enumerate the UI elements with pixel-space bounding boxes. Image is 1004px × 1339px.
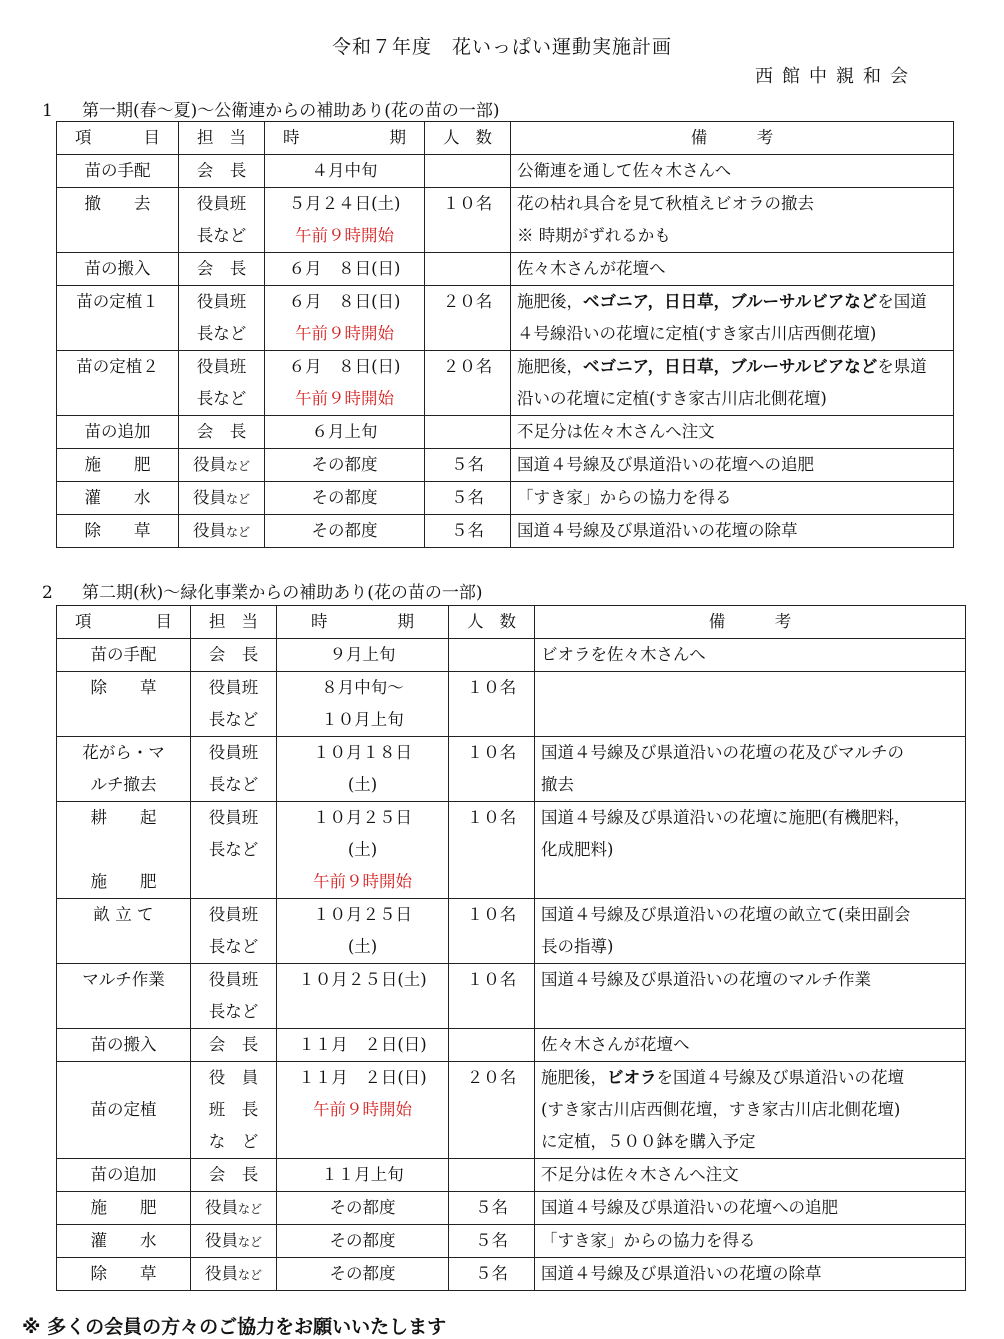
cell-count: ５名 xyxy=(425,449,511,482)
header-item: 項 目 xyxy=(57,606,191,639)
cell-notes xyxy=(535,1192,966,1225)
item-text: ルチ撤去 xyxy=(90,775,157,794)
notes-post: を国道 xyxy=(877,292,927,311)
item-text: 苗の定植 xyxy=(90,1100,157,1119)
person-text: 長など xyxy=(196,226,247,245)
cell-notes xyxy=(535,1159,966,1192)
person-text: 会 長 xyxy=(208,645,259,664)
notes-text: ビオラを佐々木さんへ xyxy=(541,645,706,664)
notes-text: 不足分は佐々木さんへ注文 xyxy=(541,1165,739,1184)
cell-notes xyxy=(511,253,954,286)
header-person: 担 当 xyxy=(191,606,277,639)
section1-number: 1 xyxy=(42,101,53,121)
notes-text: ※ 時期がずれるかも xyxy=(517,226,671,245)
notes-text: 化成肥料) xyxy=(541,840,614,859)
item-text: 撤 去 xyxy=(84,194,151,213)
cell-count xyxy=(425,155,511,188)
cell-count: １０名 xyxy=(449,964,535,1029)
period-text: その都度 xyxy=(311,521,378,540)
person-main: 役員 xyxy=(192,488,226,507)
cell-period xyxy=(277,1029,449,1062)
cell-notes xyxy=(511,515,954,548)
cell-item xyxy=(57,1159,191,1192)
cell-notes xyxy=(511,416,954,449)
person-text: 長など xyxy=(208,775,259,794)
cell-item xyxy=(57,802,191,899)
notes-text: ４号線沿いの花壇に定植(すき家古川店西側花壇) xyxy=(517,324,877,343)
notes-text xyxy=(517,286,947,318)
person-text: 会 長 xyxy=(196,259,247,278)
cell-count: ５名 xyxy=(449,1192,535,1225)
cell-item xyxy=(57,737,191,802)
cell-period xyxy=(277,1192,449,1225)
period-text: ６月 ８日(日) xyxy=(288,259,401,278)
cell-person xyxy=(191,964,277,1029)
cell-person xyxy=(191,1062,277,1159)
organization-name: 西館中親和会 xyxy=(755,66,917,87)
period-text: １０月２５日(土) xyxy=(298,970,427,989)
notes-text: 国道４号線及び県道沿いの花壇のマルチ作業 xyxy=(541,970,871,989)
cell-notes xyxy=(511,351,954,416)
person-text: 長など xyxy=(208,710,259,729)
cell-period xyxy=(265,416,425,449)
period-text: ６月上旬 xyxy=(311,422,378,441)
person-text xyxy=(185,449,258,481)
cell-notes xyxy=(511,188,954,253)
period-text: その都度 xyxy=(329,1231,396,1250)
cell-person xyxy=(191,1192,277,1225)
cell-count: １０名 xyxy=(449,899,535,964)
cell-period xyxy=(277,802,449,899)
period-text: １１月 ２日(日) xyxy=(298,1035,427,1054)
cell-person xyxy=(179,482,265,515)
notes-text: 「すき家」からの協力を得る xyxy=(517,488,732,507)
person-text: 班 長 xyxy=(208,1100,259,1119)
notes-post: を国道４号線及び県道沿いの花壇 xyxy=(656,1068,904,1087)
cell-period xyxy=(277,1225,449,1258)
person-main: 役員 xyxy=(192,521,226,540)
table-row xyxy=(57,737,966,802)
period-text: １０月２５日 xyxy=(313,808,412,827)
cell-item xyxy=(57,1192,191,1225)
section1-title: 第一期(春～夏)～公衛連からの補助あり(花の苗の一部) xyxy=(82,101,500,121)
period-text: １０月２５日 xyxy=(313,905,412,924)
notes-text: 国道４号線及び県道沿いの花壇の花及びマルチの xyxy=(541,743,904,762)
table-row xyxy=(57,482,954,515)
cell-notes xyxy=(511,449,954,482)
person-text: 役員班 xyxy=(208,743,259,762)
notes-text xyxy=(541,1062,959,1094)
person-main: 役員 xyxy=(192,455,226,474)
header-count: 人 数 xyxy=(449,606,535,639)
period-text: １０月１８日 xyxy=(313,743,412,762)
period-text: その都度 xyxy=(329,1198,396,1217)
person-text: 長など xyxy=(196,389,247,408)
cell-item xyxy=(57,1258,191,1291)
item-text: 灌 水 xyxy=(90,1231,157,1250)
table-row xyxy=(57,899,966,964)
notes-text: 国道４号線及び県道沿いの花壇への追肥 xyxy=(541,1198,838,1217)
notes-text: (すき家古川店西側花壇，すき家古川店北側花壇) xyxy=(541,1100,901,1119)
period-text: (土) xyxy=(347,840,378,859)
notes-text: 国道４号線及び県道沿いの花壇の除草 xyxy=(517,521,798,540)
item-text: 施 肥 xyxy=(90,1198,157,1217)
notes-text: 不足分は佐々木さんへ注文 xyxy=(517,422,715,441)
section2-table xyxy=(56,605,966,1291)
item-text: 苗の定植２ xyxy=(76,357,159,376)
person-text: 役員班 xyxy=(208,905,259,924)
cell-count: １０名 xyxy=(425,188,511,253)
person-text: 長など xyxy=(196,324,247,343)
cell-notes xyxy=(535,899,966,964)
item-text: 苗の搬入 xyxy=(90,1035,157,1054)
item-text: 苗の定植１ xyxy=(76,292,159,311)
cell-person xyxy=(191,672,277,737)
table-row xyxy=(57,1192,966,1225)
cell-notes xyxy=(511,155,954,188)
cell-item xyxy=(57,672,191,737)
person-text xyxy=(185,515,258,547)
table-row xyxy=(57,802,966,899)
period-text: その都度 xyxy=(311,488,378,507)
person-main: 役員 xyxy=(204,1264,238,1283)
cell-period xyxy=(277,899,449,964)
notes-text: 「すき家」からの協力を得る xyxy=(541,1231,756,1250)
cell-period xyxy=(265,188,425,253)
table-row xyxy=(57,515,954,548)
cell-notes xyxy=(535,802,966,899)
period-text: １０月上旬 xyxy=(321,710,404,729)
cell-period xyxy=(277,672,449,737)
start-time-note: 午前９時開始 xyxy=(295,226,394,245)
person-small: など xyxy=(225,459,250,473)
cell-count: ２０名 xyxy=(449,1062,535,1159)
cell-person xyxy=(179,188,265,253)
cell-person xyxy=(191,802,277,899)
period-text: (土) xyxy=(347,775,378,794)
cell-item xyxy=(57,1225,191,1258)
person-text xyxy=(197,1225,270,1257)
table-row xyxy=(57,672,966,737)
person-text: 会 長 xyxy=(196,161,247,180)
cell-period xyxy=(277,1258,449,1291)
cell-notes xyxy=(511,482,954,515)
cell-person xyxy=(191,1029,277,1062)
cell-person xyxy=(179,351,265,416)
notes-text: 佐々木さんが花壇へ xyxy=(517,259,666,278)
notes-bold: ベゴニア，日日草，ブルーサルビアなど xyxy=(583,292,878,311)
cell-person xyxy=(191,639,277,672)
period-text: １１月 ２日(日) xyxy=(298,1068,427,1087)
notes-text: 公衛連を通して佐々木さんへ xyxy=(517,161,732,180)
cell-period xyxy=(265,515,425,548)
person-text xyxy=(197,1192,270,1224)
period-text: ６月 ８日(日) xyxy=(288,357,401,376)
section2-number: 2 xyxy=(42,583,53,603)
cell-person xyxy=(179,286,265,351)
section1-heading xyxy=(42,96,500,121)
table-header-row xyxy=(57,122,954,155)
person-small: など xyxy=(225,492,250,506)
cell-item xyxy=(57,1062,191,1159)
cell-period xyxy=(277,1062,449,1159)
person-text: 役員班 xyxy=(208,808,259,827)
period-text: ４月中旬 xyxy=(311,161,378,180)
period-text: その都度 xyxy=(329,1264,396,1283)
header-period: 時 期 xyxy=(277,606,449,639)
table-row xyxy=(57,1258,966,1291)
table-row xyxy=(57,1029,966,1062)
person-text: 役員班 xyxy=(196,194,247,213)
cell-person xyxy=(191,1225,277,1258)
header-person: 担 当 xyxy=(179,122,265,155)
cell-person xyxy=(191,1159,277,1192)
notes-text: 国道４号線及び県道沿いの花壇への追肥 xyxy=(517,455,814,474)
item-text: 苗の手配 xyxy=(90,645,157,664)
cell-notes xyxy=(535,1029,966,1062)
header-notes: 備 考 xyxy=(535,606,966,639)
table-row xyxy=(57,253,954,286)
document-title: 令和７年度 花いっぱい運動実施計画 xyxy=(331,36,672,58)
notes-bold: ベゴニア，日日草，ブルーサルビアなど xyxy=(583,357,878,376)
cell-notes xyxy=(535,672,966,737)
header-count: 人 数 xyxy=(425,122,511,155)
notes-text xyxy=(541,672,959,704)
notes-text: 佐々木さんが花壇へ xyxy=(541,1035,690,1054)
cell-period xyxy=(265,482,425,515)
cell-period xyxy=(265,449,425,482)
table-row xyxy=(57,286,954,351)
cell-count: ２０名 xyxy=(425,351,511,416)
notes-pre: 施肥後， xyxy=(541,1068,607,1087)
cell-count xyxy=(425,253,511,286)
cell-item xyxy=(57,1029,191,1062)
cell-notes xyxy=(535,1258,966,1291)
person-text: 役員班 xyxy=(196,292,247,311)
cell-period xyxy=(265,351,425,416)
person-text: 会 長 xyxy=(208,1035,259,1054)
footer-note: ※ 多くの会員の方々のご協力をお願いいたします xyxy=(22,1316,447,1338)
cell-count: ５名 xyxy=(425,482,511,515)
cell-period xyxy=(277,737,449,802)
person-text: 長など xyxy=(208,937,259,956)
notes-text: 国道４号線及び県道沿いの花壇に施肥(有機肥料， xyxy=(541,808,911,827)
item-text: 畝 立 て xyxy=(93,905,154,924)
cell-item xyxy=(57,286,179,351)
cell-item xyxy=(57,416,179,449)
cell-count: １０名 xyxy=(449,737,535,802)
notes-text: に定植，５００鉢を購入予定 xyxy=(541,1132,756,1151)
item-text: 苗の追加 xyxy=(84,422,151,441)
section1-table xyxy=(56,121,954,548)
cell-item xyxy=(57,639,191,672)
person-text: 会 長 xyxy=(208,1165,259,1184)
person-small: など xyxy=(237,1268,262,1282)
section2-title: 第二期(秋)～緑化事業からの補助あり(花の苗の一部) xyxy=(82,583,483,603)
period-text: その都度 xyxy=(311,455,378,474)
cell-item xyxy=(57,188,179,253)
cell-period xyxy=(277,639,449,672)
notes-text: 国道４号線及び県道沿いの花壇の畝立て(桒田副会 xyxy=(541,905,911,924)
person-text xyxy=(197,1258,270,1290)
cell-period xyxy=(265,253,425,286)
cell-person xyxy=(191,899,277,964)
cell-notes xyxy=(535,1062,966,1159)
cell-count xyxy=(449,1029,535,1062)
person-small: など xyxy=(237,1235,262,1249)
item-text: マルチ作業 xyxy=(82,970,165,989)
cell-person xyxy=(191,737,277,802)
item-text xyxy=(63,834,184,866)
notes-text xyxy=(517,351,947,383)
cell-item xyxy=(57,449,179,482)
cell-period xyxy=(265,286,425,351)
cell-notes xyxy=(511,286,954,351)
table-row xyxy=(57,155,954,188)
notes-pre: 施肥後， xyxy=(517,292,583,311)
person-small: など xyxy=(237,1202,262,1216)
table-row xyxy=(57,639,966,672)
cell-item xyxy=(57,351,179,416)
cell-notes xyxy=(535,964,966,1029)
cell-item xyxy=(57,155,179,188)
cell-person xyxy=(179,449,265,482)
period-text: (土) xyxy=(347,937,378,956)
section2-heading xyxy=(42,578,483,603)
cell-count: ５名 xyxy=(449,1258,535,1291)
notes-text: 沿いの花壇に定植(すき家古川店北側花壇) xyxy=(517,389,827,408)
person-text: 役員班 xyxy=(196,357,247,376)
period-text: ９月上旬 xyxy=(329,645,396,664)
cell-count xyxy=(425,416,511,449)
notes-bold: ビオラ xyxy=(607,1068,657,1087)
item-text: 花がら・マ xyxy=(82,743,165,762)
cell-item xyxy=(57,515,179,548)
cell-period xyxy=(277,1159,449,1192)
cell-person xyxy=(179,515,265,548)
item-text: 苗の追加 xyxy=(90,1165,157,1184)
cell-notes xyxy=(535,1225,966,1258)
cell-count xyxy=(449,639,535,672)
header-period: 時 期 xyxy=(265,122,425,155)
period-text: ５月２４日(土) xyxy=(288,194,401,213)
cell-person xyxy=(191,1258,277,1291)
item-text: 耕 起 xyxy=(90,808,157,827)
person-text: 役 員 xyxy=(208,1068,259,1087)
notes-text: 撤去 xyxy=(541,775,574,794)
cell-notes xyxy=(535,639,966,672)
notes-text: 国道４号線及び県道沿いの花壇の除草 xyxy=(541,1264,822,1283)
cell-period xyxy=(277,964,449,1029)
person-main: 役員 xyxy=(204,1198,238,1217)
period-text: ８月中旬～ xyxy=(321,678,404,697)
cell-item xyxy=(57,964,191,1029)
person-text: 役員班 xyxy=(208,970,259,989)
person-text: 役員班 xyxy=(208,678,259,697)
cell-item xyxy=(57,482,179,515)
header-item: 項 目 xyxy=(57,122,179,155)
item-text: 除 草 xyxy=(90,1264,157,1283)
cell-count: １０名 xyxy=(449,802,535,899)
table-row xyxy=(57,1225,966,1258)
notes-post: を県道 xyxy=(877,357,927,376)
person-small: など xyxy=(225,525,250,539)
cell-count: ５名 xyxy=(449,1225,535,1258)
cell-person xyxy=(179,253,265,286)
item-text: 灌 水 xyxy=(84,488,151,507)
table-row xyxy=(57,964,966,1029)
table-row xyxy=(57,188,954,253)
person-text: な ど xyxy=(208,1132,259,1151)
period-text: ６月 ８日(日) xyxy=(288,292,401,311)
notes-text: 花の枯れ具合を見て秋植えビオラの撤去 xyxy=(517,194,814,213)
person-text: 長など xyxy=(208,1002,259,1021)
period-text: １１月上旬 xyxy=(321,1165,404,1184)
start-time-note: 午前９時開始 xyxy=(313,1100,412,1119)
table-row xyxy=(57,1159,966,1192)
header-notes: 備 考 xyxy=(511,122,954,155)
cell-period xyxy=(265,155,425,188)
item-text: 苗の搬入 xyxy=(84,259,151,278)
item-text: 施 肥 xyxy=(84,455,151,474)
cell-count xyxy=(449,1159,535,1192)
person-text xyxy=(185,482,258,514)
cell-notes xyxy=(535,737,966,802)
item-text: 除 草 xyxy=(90,678,157,697)
cell-person xyxy=(179,416,265,449)
cell-count: ２０名 xyxy=(425,286,511,351)
notes-pre: 施肥後， xyxy=(517,357,583,376)
table-row xyxy=(57,351,954,416)
start-time-note: 午前９時開始 xyxy=(295,324,394,343)
item-text: 除 草 xyxy=(84,521,151,540)
table-header-row xyxy=(57,606,966,639)
table-row xyxy=(57,416,954,449)
item-text: 施 肥 xyxy=(90,872,157,891)
person-text: 長など xyxy=(208,840,259,859)
cell-count: １０名 xyxy=(449,672,535,737)
table-row xyxy=(57,449,954,482)
item-text: 苗の手配 xyxy=(84,161,151,180)
cell-count: ５名 xyxy=(425,515,511,548)
cell-item xyxy=(57,899,191,964)
person-main: 役員 xyxy=(204,1231,238,1250)
notes-text: 長の指導) xyxy=(541,937,614,956)
cell-person xyxy=(179,155,265,188)
cell-item xyxy=(57,253,179,286)
start-time-note: 午前９時開始 xyxy=(295,389,394,408)
person-text: 会 長 xyxy=(196,422,247,441)
start-time-note: 午前９時開始 xyxy=(313,872,412,891)
table-row xyxy=(57,1062,966,1159)
